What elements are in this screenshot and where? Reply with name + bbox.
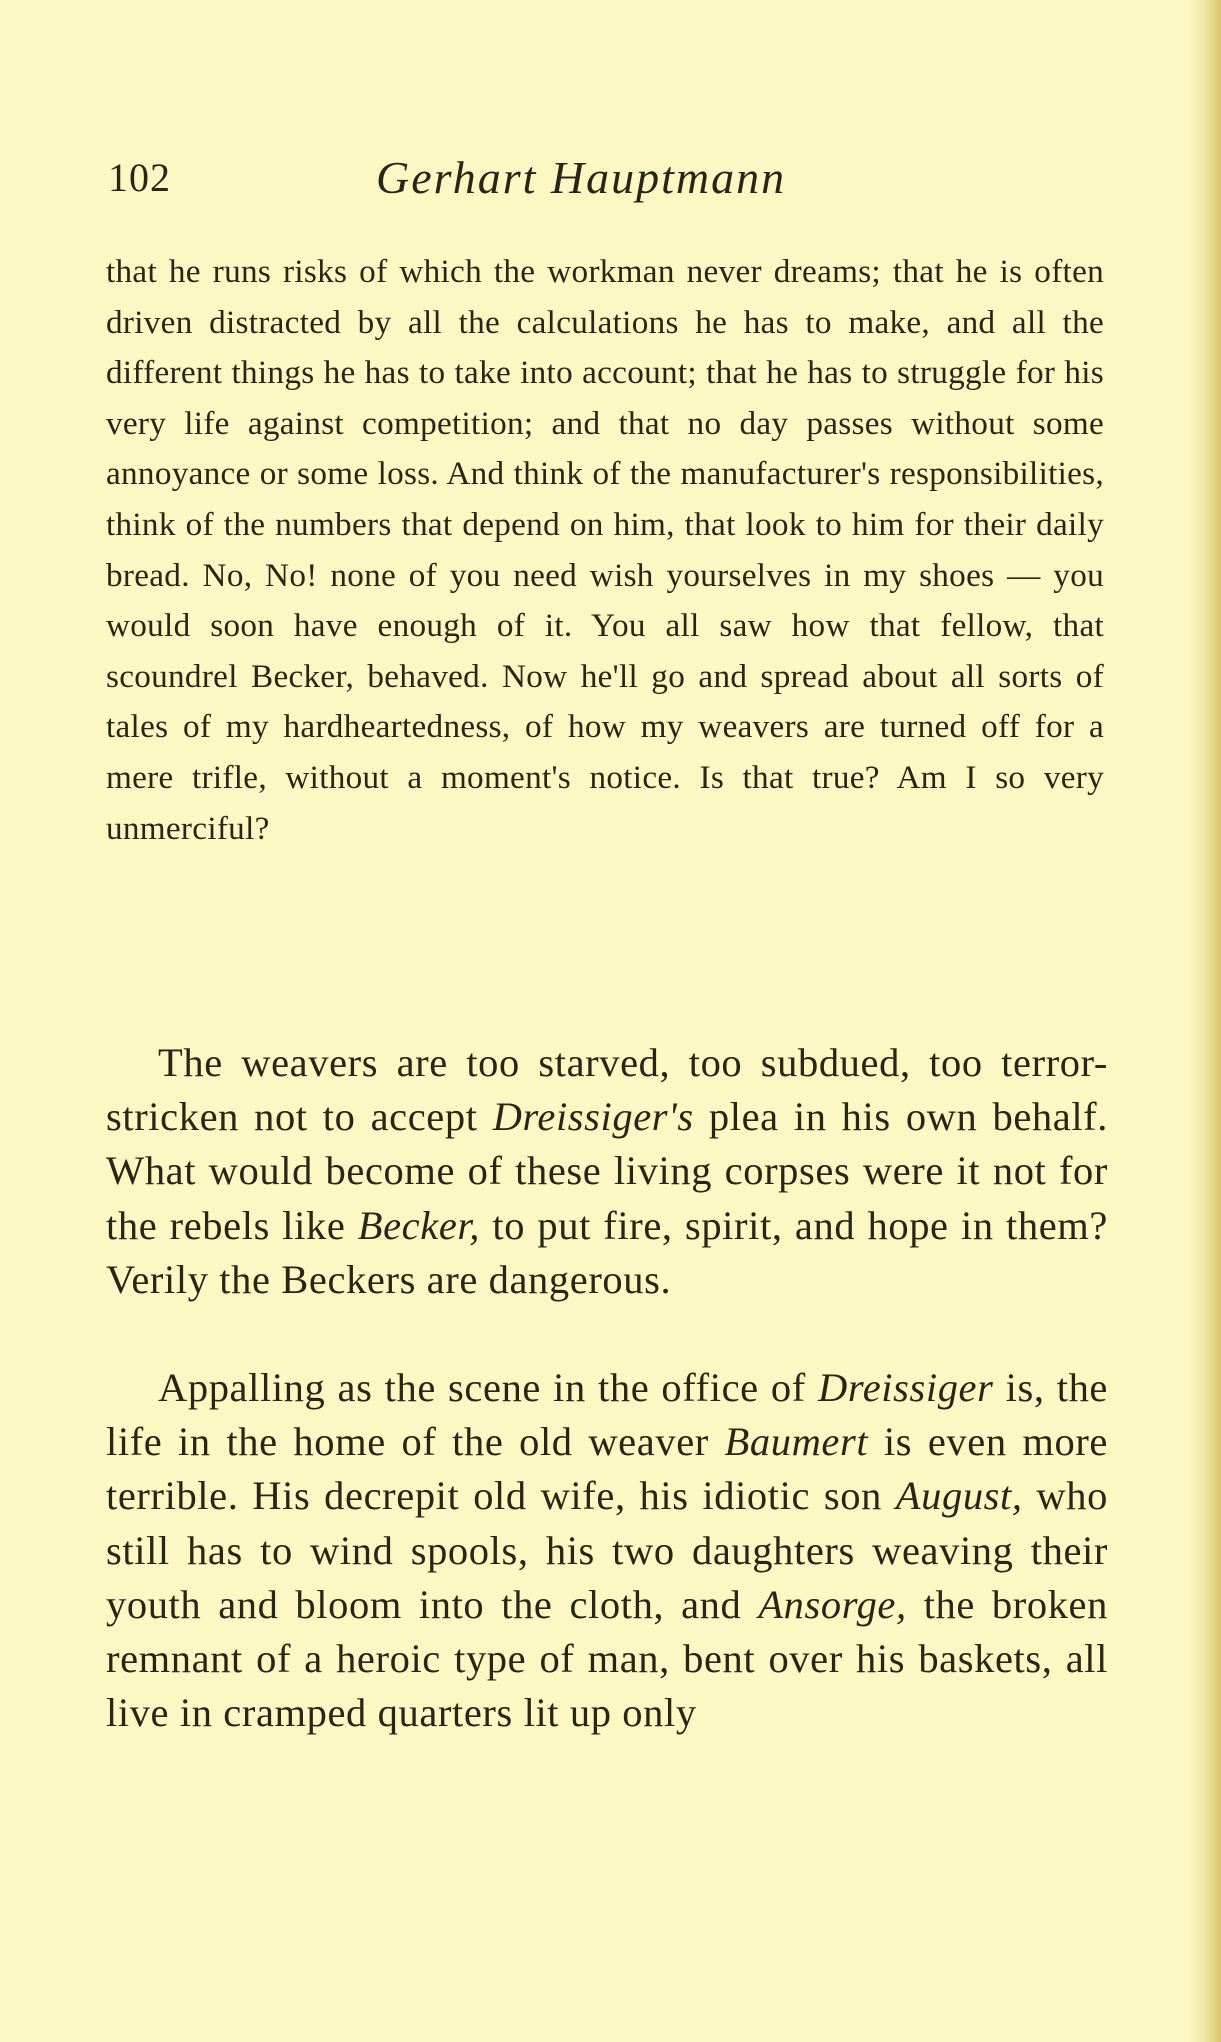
quoted-speech: that he runs risks of which the workman never dreams; that he is often driven distracted by all the calculations he has to make, and all the different things he has to take into account; that he has to struggle for his very life against competition; and that no day passes without some annoyance or some loss. And think of the manufacturer's responsibilities, think of the numbers that depend on him, that look to him for their daily bread. No, No! none of you need wish yourselves in my shoes — you would soon have enough of it. You all saw how that fellow, that scoundrel Becker, behaved. Now he'll go and spread about all sorts of tales of my hardheartedness, of how my weavers are turned off for a mere trifle, without a moment's notice. Is that true? Am I so very unmerciful?	[106, 253, 1104, 847]
paragraph-text: is, the life in the home of the old weaver	[106, 1365, 1109, 1465]
page-number: 102	[108, 155, 171, 200]
character-name: Ansorge,	[758, 1581, 907, 1627]
paragraph-text: plea in his own behalf. What would become of these living corpses were it not for the rebels like	[106, 1094, 1108, 1248]
running-head: Gerhart Hauptmann	[376, 152, 787, 203]
paragraph-text: the broken remnant of a heroic type of man, bent over his baskets, all live in cramped quarters lit up only	[106, 1581, 1108, 1736]
paragraph-weavers	[106, 1036, 1108, 1307]
character-name: Baumert	[724, 1419, 869, 1465]
page-header	[108, 148, 1108, 208]
paragraph-text: The weavers are too starved, too subdued, too terror-stricken not to accept	[106, 1040, 1108, 1140]
paragraph-text: to put fire, spirit, and hope in them? Verily the Beckers are dangerous.	[106, 1202, 1108, 1302]
character-name: August,	[895, 1473, 1023, 1519]
character-name: Dreissiger	[817, 1365, 994, 1410]
paragraph-text: Appalling as the scene in the office of	[158, 1365, 818, 1410]
paragraph-text: who still has to wind spools, his two daughters weaving their youth and bloom into the cloth, and	[106, 1473, 1108, 1627]
page-edge-shading	[1187, 0, 1221, 2042]
character-name: Dreissiger's	[492, 1094, 694, 1140]
paragraph-text: is even more terrible. His decrepit old wife, his idiotic son	[106, 1419, 1108, 1519]
character-name: Becker,	[357, 1202, 480, 1248]
paragraph-baumert-home	[106, 1361, 1108, 1740]
